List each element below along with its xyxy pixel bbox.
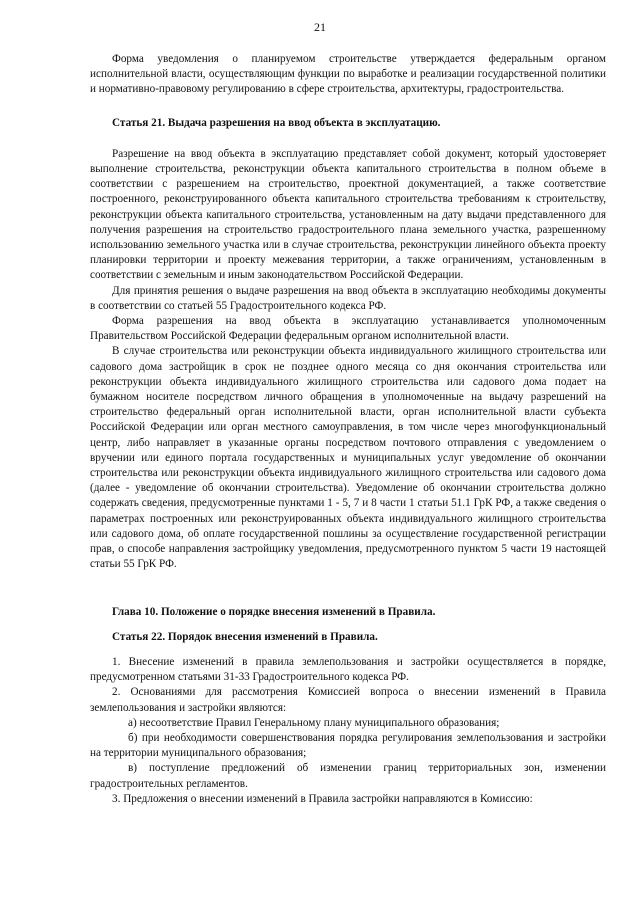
article-22-subitem: в) поступление предложений об изменении границ территориальных зон, изменении градостроительных регламентов. — [90, 762, 606, 790]
article-22-item: 3. Предложения о внесении изменений в Правила застройки направляются в Комиссию: — [112, 792, 533, 805]
article-21-heading: Статья 21. Выдача разрешения на ввод объекта в эксплуатацию. — [112, 116, 441, 129]
article-21-paragraph: Для принятия решения о выдаче разрешения на ввод объекта в эксплуатацию необходимы документы в соответствии со статьей 55 Градостроительного кодекса РФ. — [90, 284, 606, 312]
article-21-paragraph: В случае строительства или реконструкции объекта индивидуального жилищного строительства или садового дома застройщик в срок не позднее одного месяца со дня окончания строительства или реконструкции объекта индивидуального жилищного строительства или садового дома подает на бумажном носителе посредством личного обращения в уполномоченные на выдачу разрешений на строительство федеральный орган исполнительной власти, орган исполнительной власти субъекта Российской Федерации или орган местного самоуправления, в том числе через многофункциональный центр, либо направляет в указанные органы посредством почтового отправления с уведомлением о вручении или единого портала государственных и муниципальных услуг уведомление об окончании строительства или реконструкции объекта индивидуального жилищного строительства или садового дома (далее - уведомление об окончании строительства). Уведомление об окончании строительства должно содержать сведения, предусмотренные пунктами 1 - 5, 7 и 8 части 1 статьи 51.1 ГрК РФ, а также сведения о параметрах построенных или реконструированных объекта индивидуального жилищного строительства или садового дома, об оплате государственной пошлины за осуществление государственной регистрации прав, о способе направления застройщику уведомления, предусмотренного пунктом 5 части 19 настоящей статьи 55 ГрК РФ. — [90, 345, 606, 571]
article-22-item: 2. Основаниями для рассмотрения Комиссией вопроса о внесении изменений в Правила землепользования и застройки являются: — [90, 686, 606, 714]
article-22-item: 1. Внесение изменений в правила землепользования и застройки осуществляется в порядке, предусмотренном статьями 31-33 Градостроительного кодекса РФ. — [90, 655, 606, 684]
intro-paragraph: Форма уведомления о планируемом строительстве утверждается федеральным органом исполнительной власти, осуществляющим функции по выработке и реализации государственной политики и нормативно-правовому регулированию в сфере строительства, архитектуры, градостроительства. — [90, 53, 606, 96]
article-22-heading: Статья 22. Порядок внесения изменений в Правила. — [112, 630, 378, 643]
article-21-paragraph: Форма разрешения на ввод объекта в эксплуатацию устанавливается уполномоченным Правительством Российской Федерации федеральным органом исполнительной власти. — [90, 315, 606, 343]
article-22-subitem: а) несоответствие Правил Генеральному плану муниципального образования; — [128, 716, 500, 729]
article-21-paragraph: Разрешение на ввод объекта в эксплуатацию представляет собой документ, который удостоверяет выполнение строительства, реконструкции объекта капитального строительства в полном объеме в соответствии с разрешением на строительство, проектной документацией, а также соответствие построенного, реконструированного объекта капитального строительства требованиям к строительству, реконструкции объекта капитального строительства, установленным на дату выдачи представленного для получения разрешения на строительство градостроительного плана земельного участка, разрешенному использованию земельного участка или в случае строительства, реконструкции линейного объекта проекту планировки территории и проекту межевания территории, а также ограничениям, установленным в соответствии с земельным и иным законодательством Российской Федерации. — [90, 147, 606, 282]
chapter-10-heading: Глава 10. Положение о порядке внесения изменений в Правила. — [112, 605, 436, 618]
article-22-subitem: б) при необходимости совершенствования порядка регулирования землепользования и застройки на территории муниципального образования; — [90, 731, 606, 760]
page-number: 21 — [314, 20, 326, 34]
page-content — [90, 52, 606, 807]
